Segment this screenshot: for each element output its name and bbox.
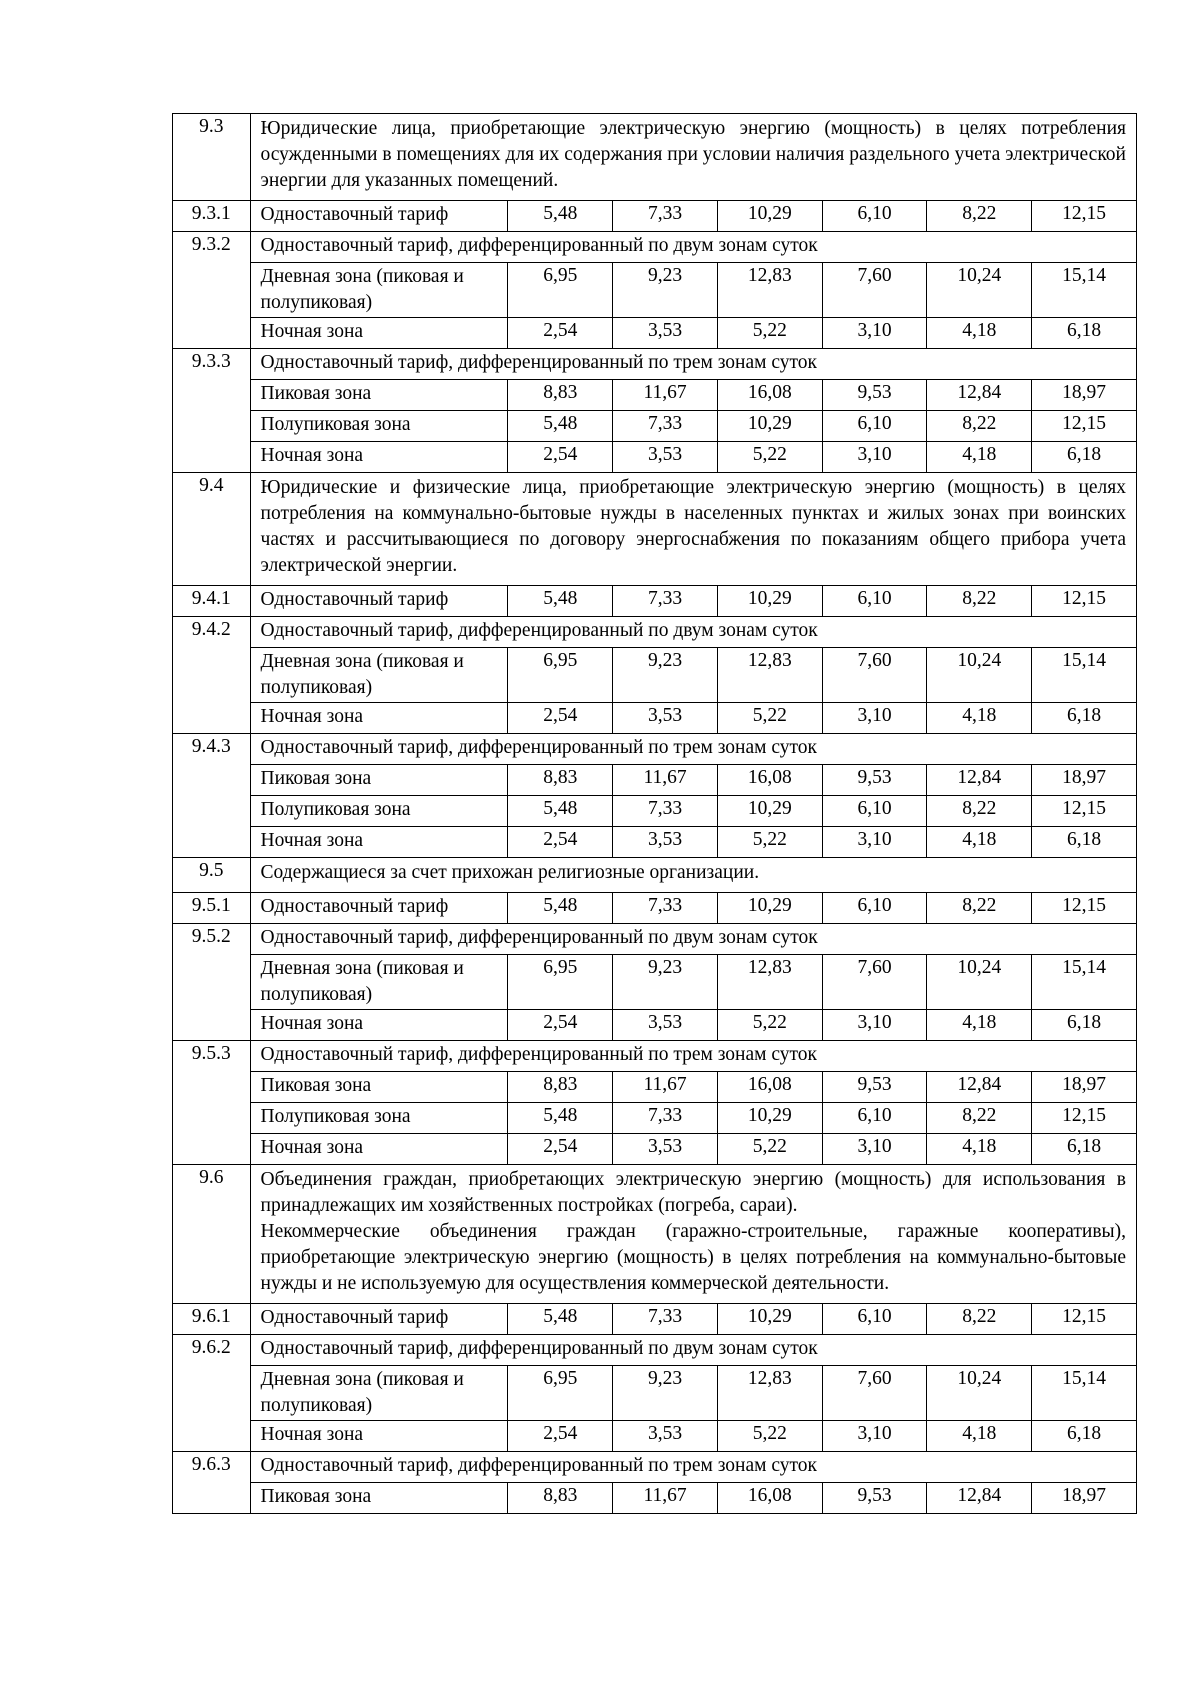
tariff-value: 7,33 (613, 796, 718, 827)
tariff-value: 5,48 (508, 201, 613, 232)
tariff-value: 5,48 (508, 796, 613, 827)
zone-label: Ночная зона (250, 703, 508, 734)
section-description (250, 1165, 1136, 1304)
tariff-value: 10,24 (927, 955, 1032, 1010)
tariff-value: 8,83 (508, 1072, 613, 1103)
tariff-value: 8,83 (508, 380, 613, 411)
zone-row (173, 955, 1137, 1010)
tariff-value: 5,48 (508, 586, 613, 617)
zone-row (173, 411, 1137, 442)
zone-row (173, 1421, 1137, 1452)
tariff-value: 12,15 (1032, 201, 1137, 232)
tariff-value: 15,14 (1032, 955, 1137, 1010)
tariff-group-title: Одноставочный тариф, дифференцированный по двум зонам суток (250, 617, 1136, 648)
tariff-value: 6,18 (1032, 318, 1137, 349)
zone-row (173, 442, 1137, 473)
tariff-group-title: Одноставочный тариф, дифференцированный по трем зонам суток (250, 1452, 1136, 1483)
tariff-value: 12,84 (927, 1483, 1032, 1514)
tariff-value: 16,08 (717, 380, 822, 411)
row-number: 9.4.2 (173, 617, 251, 734)
zone-row (173, 1134, 1137, 1165)
row-number: 9.5.3 (173, 1041, 251, 1165)
tariff-group-row (173, 924, 1137, 955)
tariff-value: 6,10 (822, 411, 927, 442)
tariff-value: 12,84 (927, 1072, 1032, 1103)
tariff-value: 8,22 (927, 201, 1032, 232)
tariff-value: 10,29 (717, 411, 822, 442)
tariff-value: 7,33 (613, 411, 718, 442)
tariff-group-row (173, 1452, 1137, 1483)
zone-row (173, 318, 1137, 349)
tariff-group-title: Одноставочный тариф, дифференцированный по двум зонам суток (250, 924, 1136, 955)
row-number: 9.6.2 (173, 1335, 251, 1452)
tariff-value: 4,18 (927, 1010, 1032, 1041)
zone-label: Полупиковая зона (250, 796, 508, 827)
row-number: 9.3.1 (173, 201, 251, 232)
tariff-value: 12,83 (717, 955, 822, 1010)
section-description: Юридические и физические лица, приобретающие электрическую энергию (мощность) в целях потребления на коммунально-бытовые нужды в населенных пунктах и жилых зонах при воинских частях и рассчитывающиеся по договору энергоснабжения по показаниям общего прибора учета электрической энергии. (250, 473, 1136, 586)
tariff-value: 12,83 (717, 648, 822, 703)
tariff-value: 6,18 (1032, 1134, 1137, 1165)
tariff-value: 9,53 (822, 1072, 927, 1103)
tariff-value: 2,54 (508, 1010, 613, 1041)
tariff-value: 10,29 (717, 893, 822, 924)
tariff-value: 3,10 (822, 318, 927, 349)
row-number: 9.6.3 (173, 1452, 251, 1514)
tariff-value: 7,60 (822, 648, 927, 703)
section-row (173, 858, 1137, 893)
tariff-label: Одноставочный тариф (250, 201, 508, 232)
zone-row (173, 1010, 1137, 1041)
zone-row (173, 263, 1137, 318)
tariff-value: 8,22 (927, 1304, 1032, 1335)
tariff-value: 5,22 (717, 442, 822, 473)
zone-label: Ночная зона (250, 442, 508, 473)
tariff-value: 5,22 (717, 1421, 822, 1452)
tariff-value: 10,29 (717, 796, 822, 827)
zone-label: Ночная зона (250, 1134, 508, 1165)
row-number: 9.6.1 (173, 1304, 251, 1335)
tariff-value: 11,67 (613, 1483, 718, 1514)
tariff-value: 7,33 (613, 201, 718, 232)
tariff-value: 7,60 (822, 955, 927, 1010)
tariff-value: 4,18 (927, 1421, 1032, 1452)
tariff-value: 8,22 (927, 1103, 1032, 1134)
zone-row (173, 1072, 1137, 1103)
zone-label: Дневная зона (пиковая и полупиковая) (250, 955, 508, 1010)
tariff-value: 12,83 (717, 1366, 822, 1421)
tariff-value: 2,54 (508, 1421, 613, 1452)
tariff-value: 7,60 (822, 1366, 927, 1421)
tariff-group-title: Одноставочный тариф, дифференцированный по двум зонам суток (250, 1335, 1136, 1366)
tariff-value: 10,29 (717, 1304, 822, 1335)
zone-label: Ночная зона (250, 1010, 508, 1041)
tariff-value: 9,53 (822, 765, 927, 796)
tariff-value: 7,33 (613, 1304, 718, 1335)
tariff-group-title: Одноставочный тариф, дифференцированный по трем зонам суток (250, 349, 1136, 380)
zone-row (173, 1483, 1137, 1514)
tariff-group-row (173, 617, 1137, 648)
tariff-value: 8,22 (927, 411, 1032, 442)
tariff-value: 2,54 (508, 318, 613, 349)
tariff-value: 12,15 (1032, 586, 1137, 617)
zone-row (173, 703, 1137, 734)
row-number: 9.6 (173, 1165, 251, 1304)
tariff-value: 6,95 (508, 1366, 613, 1421)
tariff-value: 10,24 (927, 263, 1032, 318)
tariff-value: 7,33 (613, 1103, 718, 1134)
section-description: Содержащиеся за счет прихожан религиозные организации. (250, 858, 1136, 893)
tariff-row (173, 586, 1137, 617)
tariff-group-row (173, 349, 1137, 380)
tariff-value: 9,23 (613, 955, 718, 1010)
tariff-value: 12,15 (1032, 1103, 1137, 1134)
row-number: 9.4 (173, 473, 251, 586)
tariff-value: 8,22 (927, 796, 1032, 827)
zone-row (173, 648, 1137, 703)
tariff-value: 2,54 (508, 1134, 613, 1165)
tariff-label: Одноставочный тариф (250, 1304, 508, 1335)
zone-row (173, 796, 1137, 827)
tariff-value: 7,33 (613, 893, 718, 924)
tariff-value: 6,18 (1032, 1421, 1137, 1452)
tariff-value: 3,53 (613, 1134, 718, 1165)
tariff-value: 15,14 (1032, 1366, 1137, 1421)
tariff-value: 3,10 (822, 442, 927, 473)
tariff-value: 12,83 (717, 263, 822, 318)
tariff-value: 15,14 (1032, 648, 1137, 703)
tariff-value: 5,48 (508, 411, 613, 442)
tariff-value: 10,29 (717, 586, 822, 617)
tariff-value: 10,29 (717, 201, 822, 232)
tariff-table (172, 113, 1137, 1514)
tariff-value: 11,67 (613, 765, 718, 796)
tariff-value: 9,23 (613, 1366, 718, 1421)
tariff-group-row (173, 1041, 1137, 1072)
tariff-value: 6,10 (822, 1304, 927, 1335)
tariff-group-row (173, 734, 1137, 765)
tariff-value: 3,53 (613, 827, 718, 858)
tariff-value: 2,54 (508, 703, 613, 734)
tariff-value: 8,22 (927, 586, 1032, 617)
zone-label: Пиковая зона (250, 765, 508, 796)
tariff-value: 10,24 (927, 1366, 1032, 1421)
zone-row (173, 1103, 1137, 1134)
tariff-value: 6,95 (508, 263, 613, 318)
tariff-value: 12,15 (1032, 1304, 1137, 1335)
tariff-value: 5,22 (717, 318, 822, 349)
tariff-value: 12,15 (1032, 411, 1137, 442)
tariff-value: 6,95 (508, 955, 613, 1010)
row-number: 9.3.3 (173, 349, 251, 473)
tariff-value: 5,48 (508, 1304, 613, 1335)
tariff-value: 16,08 (717, 765, 822, 796)
tariff-row (173, 893, 1137, 924)
section-row (173, 473, 1137, 586)
tariff-value: 5,48 (508, 1103, 613, 1134)
tariff-value: 3,53 (613, 1421, 718, 1452)
tariff-value: 3,53 (613, 442, 718, 473)
tariff-value: 12,84 (927, 380, 1032, 411)
tariff-value: 3,53 (613, 1010, 718, 1041)
tariff-value: 3,10 (822, 827, 927, 858)
tariff-group-title: Одноставочный тариф, дифференцированный по трем зонам суток (250, 734, 1136, 765)
tariff-group-row (173, 232, 1137, 263)
section-description: Юридические лица, приобретающие электрическую энергию (мощность) в целях потребления осужденными в помещениях для их содержания при условии наличия раздельного учета электрической энергии для указанных помещений. (250, 114, 1136, 201)
tariff-value: 9,23 (613, 263, 718, 318)
row-number: 9.5 (173, 858, 251, 893)
tariff-value: 6,18 (1032, 703, 1137, 734)
tariff-value: 16,08 (717, 1483, 822, 1514)
tariff-value: 4,18 (927, 827, 1032, 858)
tariff-value: 15,14 (1032, 263, 1137, 318)
tariff-value: 5,48 (508, 893, 613, 924)
tariff-value: 8,22 (927, 893, 1032, 924)
tariff-value: 6,95 (508, 648, 613, 703)
tariff-value: 7,60 (822, 263, 927, 318)
section-row (173, 114, 1137, 201)
tariff-value: 4,18 (927, 442, 1032, 473)
tariff-value: 2,54 (508, 442, 613, 473)
zone-label: Ночная зона (250, 1421, 508, 1452)
tariff-value: 18,97 (1032, 380, 1137, 411)
tariff-value: 10,24 (927, 648, 1032, 703)
section-paragraph: Объединения граждан, приобретающих электрическую энергию (мощность) для использования в принадлежащих им хозяйственных постройках (погреба, сараи). (260, 1169, 1126, 1216)
zone-label: Дневная зона (пиковая и полупиковая) (250, 263, 508, 318)
tariff-value: 6,10 (822, 586, 927, 617)
tariff-value: 18,97 (1032, 1483, 1137, 1514)
zone-row (173, 765, 1137, 796)
tariff-value: 3,10 (822, 1134, 927, 1165)
zone-row (173, 827, 1137, 858)
tariff-value: 3,10 (822, 703, 927, 734)
tariff-value: 4,18 (927, 1134, 1032, 1165)
tariff-value: 12,15 (1032, 893, 1137, 924)
zone-label: Полупиковая зона (250, 1103, 508, 1134)
zone-label: Дневная зона (пиковая и полупиковая) (250, 648, 508, 703)
tariff-label: Одноставочный тариф (250, 893, 508, 924)
tariff-row (173, 201, 1137, 232)
tariff-value: 18,97 (1032, 765, 1137, 796)
row-number: 9.3 (173, 114, 251, 201)
zone-label: Пиковая зона (250, 380, 508, 411)
tariff-row (173, 1304, 1137, 1335)
tariff-value: 3,53 (613, 703, 718, 734)
tariff-value: 6,10 (822, 893, 927, 924)
tariff-value: 4,18 (927, 318, 1032, 349)
tariff-value: 12,15 (1032, 796, 1137, 827)
tariff-value: 5,22 (717, 703, 822, 734)
tariff-value: 10,29 (717, 1103, 822, 1134)
tariff-value: 16,08 (717, 1072, 822, 1103)
zone-label: Пиковая зона (250, 1483, 508, 1514)
zone-row (173, 380, 1137, 411)
tariff-value: 9,53 (822, 380, 927, 411)
tariff-value: 9,23 (613, 648, 718, 703)
zone-label: Ночная зона (250, 827, 508, 858)
row-number: 9.4.3 (173, 734, 251, 858)
tariff-value: 6,18 (1032, 827, 1137, 858)
tariff-value: 5,22 (717, 827, 822, 858)
tariff-group-title: Одноставочный тариф, дифференцированный по двум зонам суток (250, 232, 1136, 263)
zone-label: Ночная зона (250, 318, 508, 349)
tariff-group-title: Одноставочный тариф, дифференцированный по трем зонам суток (250, 1041, 1136, 1072)
tariff-value: 8,83 (508, 765, 613, 796)
row-number: 9.3.2 (173, 232, 251, 349)
tariff-value: 18,97 (1032, 1072, 1137, 1103)
tariff-value: 6,10 (822, 201, 927, 232)
tariff-label: Одноставочный тариф (250, 586, 508, 617)
tariff-value: 5,22 (717, 1134, 822, 1165)
zone-label: Пиковая зона (250, 1072, 508, 1103)
section-row (173, 1165, 1137, 1304)
row-number: 9.5.1 (173, 893, 251, 924)
tariff-value: 6,10 (822, 796, 927, 827)
tariff-value: 6,18 (1032, 1010, 1137, 1041)
tariff-group-row (173, 1335, 1137, 1366)
row-number: 9.4.1 (173, 586, 251, 617)
tariff-value: 11,67 (613, 380, 718, 411)
tariff-value: 8,83 (508, 1483, 613, 1514)
tariff-value: 2,54 (508, 827, 613, 858)
tariff-value: 3,10 (822, 1010, 927, 1041)
row-number: 9.5.2 (173, 924, 251, 1041)
tariff-value: 6,18 (1032, 442, 1137, 473)
zone-label: Дневная зона (пиковая и полупиковая) (250, 1366, 508, 1421)
tariff-value: 7,33 (613, 586, 718, 617)
zone-label: Полупиковая зона (250, 411, 508, 442)
tariff-value: 6,10 (822, 1103, 927, 1134)
tariff-value: 11,67 (613, 1072, 718, 1103)
tariff-value: 5,22 (717, 1010, 822, 1041)
zone-row (173, 1366, 1137, 1421)
section-paragraph: Некоммерческие объединения граждан (гаражно-строительные, гаражные кооперативы), приобретающие электрическую энергию (мощность) в целях потребления на коммунально-бытовые нужды и не используемую для осуществления коммерческой деятельности. (260, 1221, 1126, 1294)
tariff-value: 3,10 (822, 1421, 927, 1452)
tariff-value: 12,84 (927, 765, 1032, 796)
tariff-value: 4,18 (927, 703, 1032, 734)
tariff-value: 9,53 (822, 1483, 927, 1514)
tariff-value: 3,53 (613, 318, 718, 349)
